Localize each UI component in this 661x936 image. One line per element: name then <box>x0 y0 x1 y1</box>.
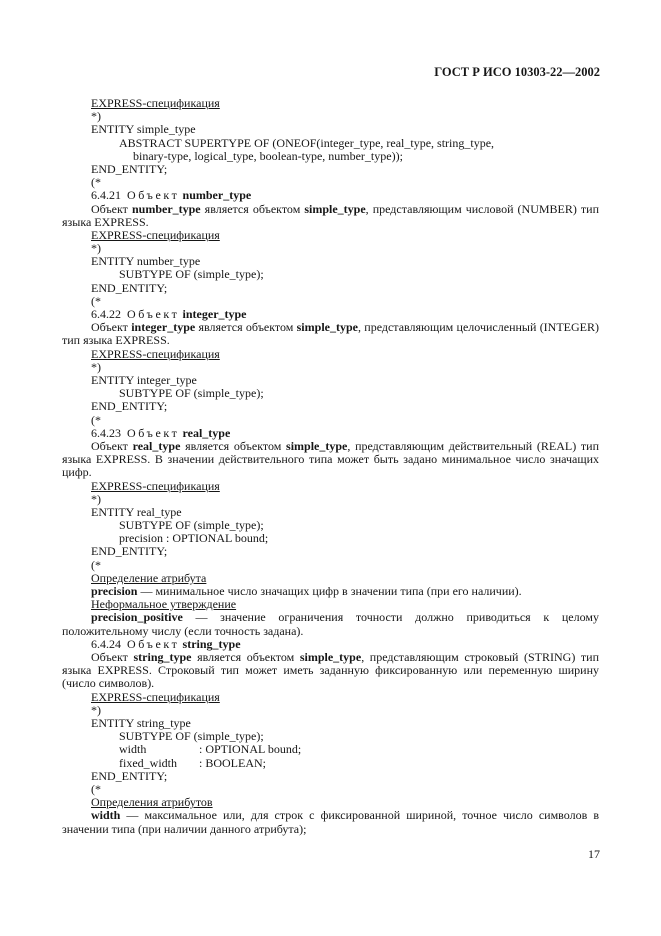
attribute-type: : OPTIONAL bound; <box>199 742 302 757</box>
para-text: — значение ограничения точности должно приводиться к целому положительному числу (если точность задана). <box>62 610 599 638</box>
attribute-name: fixed_width <box>119 755 177 770</box>
section-label: Объект <box>127 307 180 322</box>
section-label: Объект <box>127 636 180 651</box>
para-term: integer_type <box>131 320 196 335</box>
code-line: SUBTYPE OF (simple_type); <box>119 386 264 401</box>
comment-open: (* <box>91 557 101 572</box>
express-spec-label: EXPRESS-спецификация <box>91 227 220 242</box>
para-text: Объект <box>91 320 132 335</box>
code-line <box>62 757 599 770</box>
para-term: simple_type <box>286 438 348 453</box>
express-spec-label: EXPRESS-спецификация <box>91 689 220 704</box>
code-line: precision : OPTIONAL bound; <box>119 531 269 546</box>
para-text: Объект <box>91 650 134 665</box>
comment-close: *) <box>91 491 101 506</box>
page-content <box>62 97 599 836</box>
paragraph <box>62 203 599 229</box>
code-line: ENTITY simple_type <box>91 122 196 137</box>
page-number: 17 <box>588 847 600 861</box>
code-line: ENTITY real_type <box>91 504 182 519</box>
paragraph <box>62 440 599 480</box>
section-number: 6.4.24 <box>91 636 121 651</box>
attribute-term: precision <box>91 584 138 599</box>
comment-close: *) <box>91 359 101 374</box>
para-text: является объектом <box>191 650 300 665</box>
comment-close: *) <box>91 241 101 256</box>
para-term: string_type <box>133 650 192 665</box>
section-label: Объект <box>127 188 180 203</box>
code-line: END_ENTITY; <box>91 544 168 559</box>
para-text: Объект <box>91 438 133 453</box>
section-entity-name: integer_type <box>182 307 247 322</box>
para-term: simple_type <box>299 650 362 665</box>
comment-close: *) <box>91 109 101 124</box>
document-header: ГОСТ Р ИСО 10303-22—2002 <box>434 65 600 79</box>
attribute-name: width <box>119 742 147 757</box>
para-text: — максимальное или, для строк с фиксированной шириной, точное число символов в значении типа (при наличии данного атрибута); <box>62 808 599 836</box>
code-line: ENTITY number_type <box>91 254 201 269</box>
para-text: является объектом <box>195 320 297 335</box>
code-line: ENTITY integer_type <box>91 373 197 387</box>
informal-proposition <box>62 611 599 637</box>
code-line: ENTITY string_type <box>91 716 191 731</box>
para-text: , представляющим целочисленный (INTEGER) тип языка EXPRESS. <box>62 320 600 348</box>
code-line: SUBTYPE OF (simple_type); <box>119 729 264 744</box>
code-line: ABSTRACT SUPERTYPE OF (ONEOF(integer_type, real_type, string_type, <box>119 135 495 150</box>
para-text: , представляющим действительный (REAL) тип языка EXPRESS. В значении действительного типа может быть задано минимальное число значащих цифр. <box>62 438 600 480</box>
comment-open: (* <box>91 175 101 190</box>
section-number: 6.4.21 <box>91 188 121 203</box>
code-line <box>62 743 599 756</box>
code-line: END_ENTITY; <box>91 399 168 414</box>
comment-close: *) <box>91 702 101 717</box>
comment-open: (* <box>91 781 101 796</box>
attribute-type: : BOOLEAN; <box>199 755 266 770</box>
section-label: Объект <box>127 425 180 440</box>
code-line: END_ENTITY; <box>91 280 168 295</box>
para-text: , представляющим строковый (STRING) тип языка EXPRESS. Строковый тип может иметь заданную фиксированную или переменную ширину (число символов). <box>62 650 600 691</box>
express-spec-label: EXPRESS-спецификация <box>91 96 220 110</box>
rule-term: precision_positive <box>91 610 183 625</box>
code-line: binary-type, logical_type, boolean-type, number_type)); <box>133 148 403 163</box>
para-text: является объектом <box>180 438 287 453</box>
para-term: simple_type <box>304 201 366 216</box>
code-line: END_ENTITY; <box>91 768 168 783</box>
para-text: Объект <box>91 201 132 216</box>
code-line: END_ENTITY; <box>91 161 168 176</box>
comment-open: (* <box>91 412 101 427</box>
express-spec-label: EXPRESS-спецификация <box>91 478 220 493</box>
attribute-term: width <box>91 808 121 823</box>
informal-proposition-label: Неформальное утверждение <box>91 597 237 612</box>
code-line: SUBTYPE OF (simple_type); <box>119 267 264 282</box>
para-text: является объектом <box>200 201 305 216</box>
para-term: simple_type <box>296 320 358 335</box>
attribute-definition <box>62 809 599 835</box>
para-term: real_type <box>132 438 181 453</box>
attribute-definition-label: Определение атрибута <box>91 570 207 585</box>
section-number: 6.4.22 <box>91 307 121 322</box>
paragraph <box>62 321 599 347</box>
section-entity-name: real_type <box>182 425 231 440</box>
attributes-definition-label: Определения атрибутов <box>91 795 213 810</box>
para-term: number_type <box>131 201 201 216</box>
para-text: — минимальное число значащих цифр в значении типа (при его наличии). <box>137 584 522 599</box>
section-entity-name: string_type <box>182 636 241 651</box>
section-entity-name: number_type <box>182 188 252 203</box>
code-line: SUBTYPE OF (simple_type); <box>119 518 264 533</box>
express-spec-label: EXPRESS-спецификация <box>91 346 220 361</box>
paragraph <box>62 651 599 691</box>
section-number: 6.4.23 <box>91 425 121 440</box>
comment-open: (* <box>91 293 101 308</box>
para-text: , представляющим числовой (NUMBER) тип языка EXPRESS. <box>62 201 600 229</box>
